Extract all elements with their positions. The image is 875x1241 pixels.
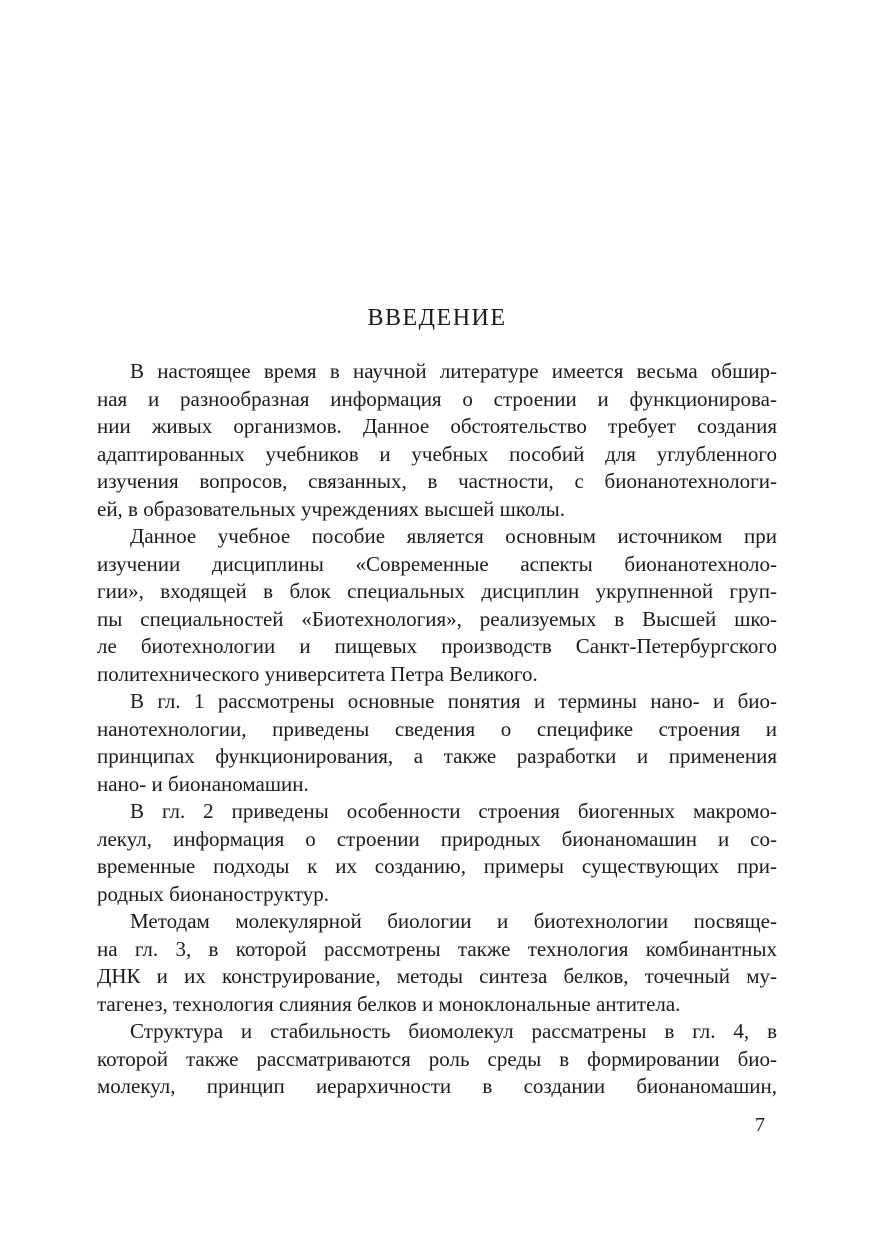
text-line: В настоящее время в научной литературе имеется весьма обшир-: [130, 359, 777, 383]
text-line: ная и разнообразная информация о строении и функционирова-: [97, 386, 777, 411]
text-line: В гл. 1 рассмотрены основные понятия и термины нано- и био-: [130, 689, 777, 713]
text-line: тагенез, технология слияния белков и моноклональные антитела.: [97, 991, 681, 1016]
paragraph: [97, 688, 777, 798]
text-block: [97, 303, 777, 1101]
text-line: Данное учебное пособие является основным источником при: [130, 524, 777, 548]
text-line: молекул, принцип иерархичности в создании бионаномашин,: [97, 1074, 777, 1098]
text-line: на гл. 3, в которой рассмотрены также технология комбинантных: [97, 936, 777, 961]
text-line: ей, в образовательных учреждениях высшей школы.: [97, 496, 565, 521]
paragraph: [97, 908, 777, 1018]
text-line: нии живых организмов. Данное обстоятельство требует создания: [97, 414, 777, 438]
page-number: 7: [755, 1114, 765, 1136]
text-line: ле биотехнологии и пищевых производств Санкт-Петербургского: [97, 634, 777, 658]
text-line: изучения вопросов, связанных, в частности, с бионанотехнологи-: [97, 469, 777, 493]
paragraph: [97, 358, 777, 523]
text-line: нанотехнологии, приведены сведения о специфике строения и: [97, 716, 777, 741]
text-line: ДНК и их конструирование, методы синтеза белков, точечный му-: [97, 964, 777, 988]
text-line: пы специальностей «Биотехнология», реализуемых в Высшей шко-: [97, 606, 777, 631]
text-line: изучении дисциплины «Современные аспекты бионанотехноло-: [97, 551, 777, 576]
text-line: родных бионаноструктур.: [97, 881, 329, 906]
text-line: В гл. 2 приведены особенности строения биогенных макромо-: [130, 799, 777, 823]
text-line: политехнического университета Петра Великого.: [97, 661, 538, 686]
text-line: принципах функционирования, а также разработки и применения: [97, 744, 777, 768]
text-line: Методам молекулярной биологии и биотехнологии посвяще-: [130, 909, 777, 933]
paragraph: [97, 798, 777, 908]
paragraphs-container: [97, 358, 777, 1101]
page-title: ВВЕДЕНИЕ: [367, 305, 507, 331]
paragraph: [97, 523, 777, 688]
text-line: адаптированных учебников и учебных пособий для углубленного: [97, 441, 777, 466]
paragraph: [97, 1018, 777, 1101]
text-line: гии», входящей в блок специальных дисциплин укрупненной груп-: [97, 579, 777, 603]
text-line: нано- и бионаномашин.: [97, 771, 309, 796]
text-line: Структура и стабильность биомолекул рассматрены в гл. 4, в: [130, 1019, 777, 1043]
text-line: лекул, информация о строении природных бионаномашин и со-: [97, 826, 777, 851]
text-line: временные подходы к их созданию, примеры существующих при-: [97, 854, 777, 878]
text-line: которой также рассматриваются роль среды в формировании био-: [97, 1046, 777, 1071]
